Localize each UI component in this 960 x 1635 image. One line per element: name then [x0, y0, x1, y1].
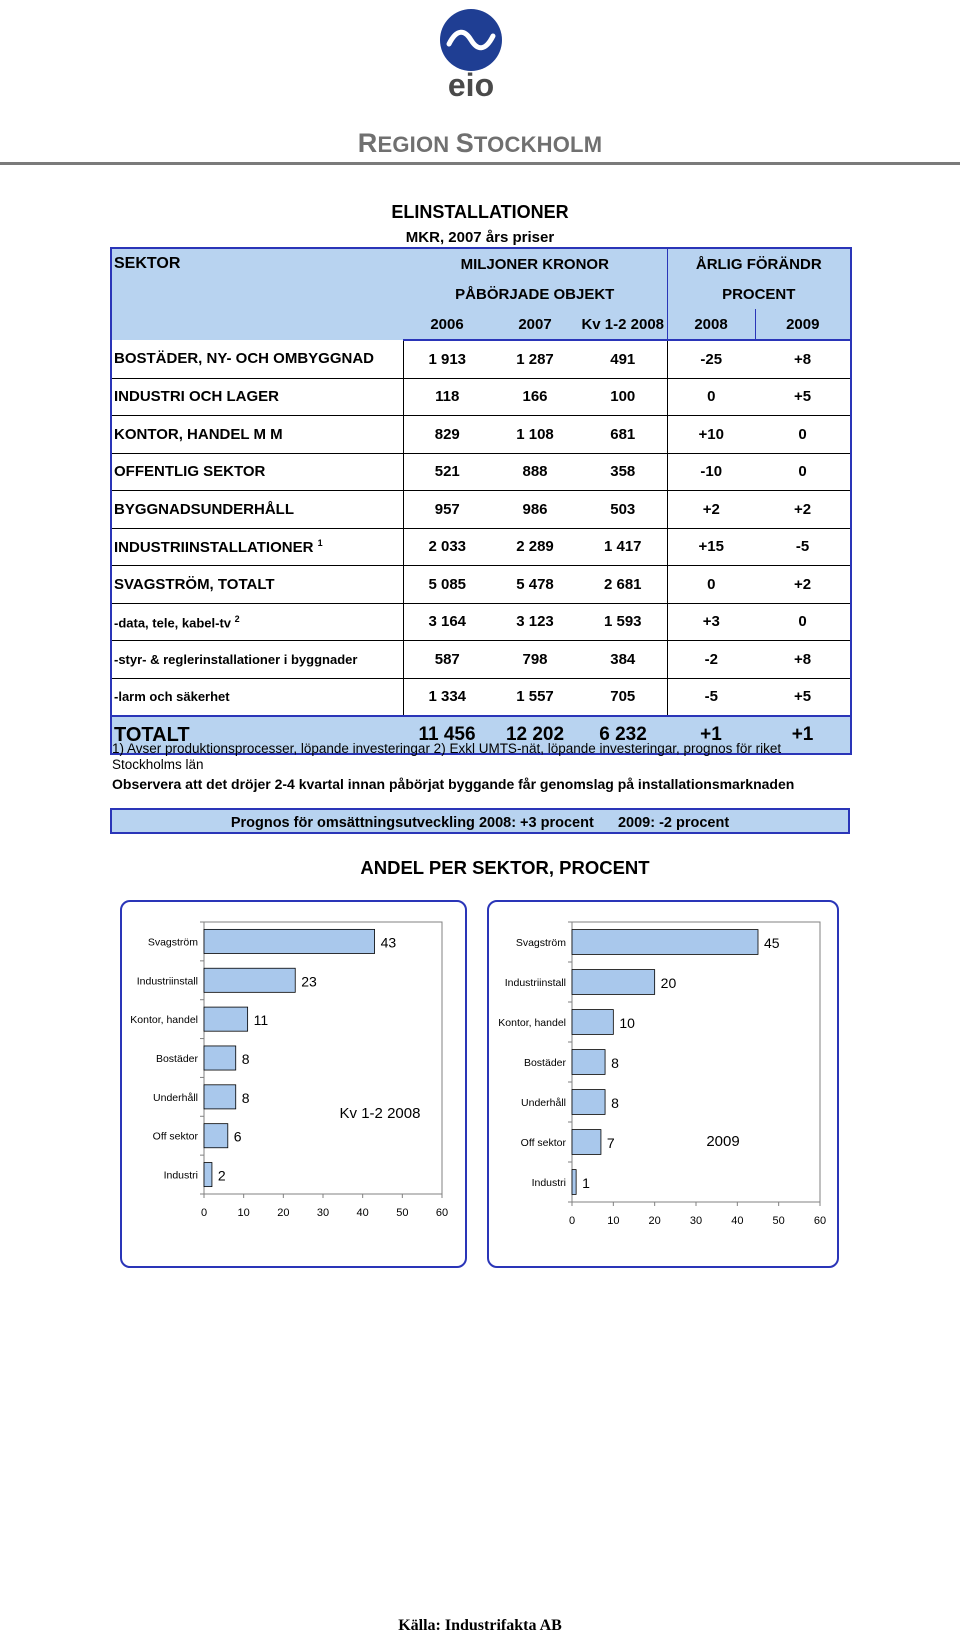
- row-value: +10: [667, 416, 755, 454]
- row-value: -10: [667, 453, 755, 491]
- elinstallationer-table: [110, 247, 850, 755]
- prognos-2009: 2009: -2 procent: [617, 815, 730, 831]
- header-group1: MILJONER KRONOR: [403, 248, 667, 279]
- bar: [204, 1046, 236, 1070]
- header-year: 2009: [755, 309, 851, 340]
- data-label: 8: [611, 1055, 619, 1071]
- x-tick-label: 60: [813, 1215, 827, 1227]
- header-group2-sub: PROCENT: [667, 279, 851, 309]
- bar: [572, 1010, 613, 1035]
- chart-kv12-2008: [120, 900, 467, 1268]
- data-label: 43: [380, 934, 397, 951]
- data-label: 23: [301, 973, 317, 990]
- table-row: [111, 378, 851, 416]
- row-value: 1 287: [491, 340, 579, 378]
- row-value: 705: [579, 678, 667, 716]
- row-value: +15: [667, 528, 755, 566]
- row-label: INDUSTRIINSTALLATIONER $^1$: [111, 528, 403, 566]
- category-label: Svagström: [515, 937, 566, 949]
- bar: [572, 930, 758, 955]
- data-label: 8: [611, 1095, 619, 1111]
- row-label: -data, tele, kabel-tv $^2$: [111, 603, 403, 641]
- x-tick-label: 10: [237, 1207, 250, 1219]
- chart-annotation: 2009: [706, 1133, 740, 1150]
- table-row: [111, 528, 851, 566]
- row-value: 2 681: [579, 566, 667, 604]
- data-label: 1: [582, 1175, 590, 1191]
- row-value: 503: [579, 491, 667, 529]
- row-value: 491: [579, 340, 667, 378]
- row-value: 100: [579, 378, 667, 416]
- category-label: Kontor, handel: [130, 1014, 198, 1027]
- category-label: Bostäder: [523, 1057, 566, 1069]
- category-label: Underhåll: [521, 1097, 566, 1109]
- category-label: Off sektor: [520, 1137, 566, 1149]
- row-value: 5 478: [491, 566, 579, 604]
- row-label: -larm och säkerhet: [111, 678, 403, 716]
- row-label: KONTOR, HANDEL M M: [111, 416, 403, 454]
- bar: [204, 1163, 212, 1187]
- page-title: ELINSTALLATIONER: [391, 202, 569, 222]
- bar: [204, 968, 295, 992]
- row-value: 0: [667, 378, 755, 416]
- x-tick-label: 20: [648, 1215, 661, 1227]
- table-row: [111, 566, 851, 604]
- table-row: [111, 491, 851, 529]
- row-value: 118: [403, 378, 491, 416]
- row-value: +2: [755, 491, 851, 529]
- row-label: BYGGNADSUNDERHÅLL: [111, 491, 403, 529]
- row-value: 521: [403, 453, 491, 491]
- category-label: Off sektor: [152, 1130, 198, 1143]
- x-tick-label: 40: [356, 1207, 369, 1219]
- data-label: 8: [241, 1089, 250, 1106]
- prognos-2008: Prognos för omsättningsutveckling 2008: +3 procent: [230, 815, 594, 831]
- row-value: +8: [755, 641, 851, 679]
- footnote: 1) Avser produktionsprocesser, löpande investeringar 2) Exkl UMTS-nät, löpande investeringar, prognos för riket Stockholms län: [112, 741, 782, 772]
- total-value: 6 232: [579, 716, 667, 754]
- row-value: 2 033: [403, 528, 491, 566]
- bar: [204, 929, 375, 953]
- row-value: -5: [667, 678, 755, 716]
- row-value: +2: [667, 491, 755, 529]
- row-value: +3: [667, 603, 755, 641]
- header-group1-sub: PÅBÖRJADE OBJEKT: [403, 279, 667, 309]
- data-label: 6: [233, 1128, 242, 1145]
- header-year: 2007: [491, 309, 579, 340]
- row-value: 681: [579, 416, 667, 454]
- bar: [204, 1007, 248, 1031]
- x-tick-label: 30: [689, 1215, 703, 1227]
- row-value: +5: [755, 378, 851, 416]
- row-value: 888: [491, 453, 579, 491]
- total-value: 12 202: [491, 716, 579, 754]
- row-value: -5: [755, 528, 851, 566]
- row-value: 358: [579, 453, 667, 491]
- row-value: 384: [579, 641, 667, 679]
- row-value: 0: [755, 453, 851, 491]
- region-heading: REGION STOCKHOLM: [357, 128, 603, 158]
- header-group2: ÅRLIG FÖRÄNDR: [667, 248, 851, 279]
- table-row: [111, 416, 851, 454]
- row-value: 0: [755, 603, 851, 641]
- header-sektor: SEKTOR: [111, 248, 403, 340]
- row-value: 798: [491, 641, 579, 679]
- category-label: Bostäder: [155, 1053, 198, 1065]
- data-label: 45: [764, 935, 780, 951]
- row-value: 166: [491, 378, 579, 416]
- category-label: Industriinstall: [136, 975, 198, 988]
- row-value: 829: [403, 416, 491, 454]
- data-label: 20: [660, 975, 677, 991]
- bar: [572, 970, 655, 995]
- total-value: +1: [755, 716, 851, 754]
- row-value: 3 123: [491, 603, 579, 641]
- x-tick-label: 40: [731, 1215, 744, 1227]
- row-value: 1 108: [491, 416, 579, 454]
- total-value: 11 456: [403, 716, 491, 754]
- header-year: 2006: [403, 309, 491, 340]
- eio-logo: [437, 8, 505, 98]
- header-divider: [0, 162, 960, 165]
- row-value: 3 164: [403, 603, 491, 641]
- andel-title: ANDEL PER SEKTOR, PROCENT: [360, 857, 650, 878]
- category-label: Svagström: [147, 936, 198, 949]
- bar: [572, 1090, 605, 1115]
- row-value: 1 593: [579, 603, 667, 641]
- data-label: 10: [619, 1015, 635, 1031]
- row-value: -2: [667, 641, 755, 679]
- table-row: [111, 603, 851, 641]
- row-value: 1 417: [579, 528, 667, 566]
- chart-svg: [122, 902, 464, 1265]
- row-value: 1 913: [403, 340, 491, 378]
- x-tick-label: 50: [396, 1207, 409, 1219]
- row-label: OFFENTLIG SEKTOR: [111, 453, 403, 491]
- category-label: Industriinstall: [504, 977, 566, 989]
- chart-annotation: Kv 1-2 2008: [339, 1105, 421, 1122]
- row-value: +5: [755, 678, 851, 716]
- row-value: 2 289: [491, 528, 579, 566]
- total-value: +1: [667, 716, 755, 754]
- bar: [204, 1085, 236, 1109]
- x-tick-label: 0: [200, 1207, 208, 1219]
- total-label: TOTALT: [111, 716, 403, 754]
- data-label: 11: [253, 1012, 269, 1029]
- row-value: 986: [491, 491, 579, 529]
- bar: [572, 1050, 605, 1075]
- row-value: 0: [667, 566, 755, 604]
- header-year: 2008: [667, 309, 755, 340]
- row-label: BOSTÄDER, NY- OCH OMBYGGNAD: [111, 340, 403, 378]
- x-tick-label: 60: [435, 1207, 449, 1219]
- x-tick-label: 20: [277, 1207, 290, 1219]
- chart-2009: [487, 900, 839, 1268]
- bar: [572, 1130, 601, 1155]
- bar: [572, 1170, 576, 1195]
- category-label: Industri: [531, 1177, 566, 1189]
- row-value: 1 334: [403, 678, 491, 716]
- x-tick-label: 50: [772, 1215, 785, 1227]
- chart-svg: [489, 902, 836, 1265]
- row-value: 1 557: [491, 678, 579, 716]
- plot-area: [572, 922, 820, 1202]
- logo-text: eio: [447, 67, 495, 98]
- data-label: 2: [217, 1167, 226, 1184]
- row-value: 5 085: [403, 566, 491, 604]
- row-label: -styr- & reglerinstallationer i byggnader: [111, 641, 403, 679]
- source-credit: Källa: Industrifakta AB: [398, 1617, 562, 1634]
- row-value: +2: [755, 566, 851, 604]
- data-label: 7: [606, 1135, 615, 1151]
- row-value: 587: [403, 641, 491, 679]
- x-tick-label: 30: [316, 1207, 330, 1219]
- page-subtitle: MKR, 2007 års priser: [405, 229, 555, 246]
- x-tick-label: 10: [607, 1215, 620, 1227]
- prognos-box: [110, 808, 850, 834]
- header-year: Kv 1-2 2008: [579, 309, 667, 340]
- data-label: 8: [241, 1051, 250, 1067]
- plot-area: [204, 922, 442, 1194]
- category-label: Kontor, handel: [498, 1017, 566, 1029]
- category-label: Underhåll: [153, 1091, 198, 1104]
- observera-note: Observera att det dröjer 2-4 kvartal innan påbörjat byggande får genomslag på installationsmarknaden: [112, 776, 795, 792]
- row-label: INDUSTRI OCH LAGER: [111, 378, 403, 416]
- bar: [204, 1124, 228, 1148]
- row-label: SVAGSTRÖM, TOTALT: [111, 566, 403, 604]
- table-row: [111, 641, 851, 679]
- x-tick-label: 0: [568, 1215, 576, 1227]
- table-row: [111, 453, 851, 491]
- table-row: [111, 678, 851, 716]
- row-value: 957: [403, 491, 491, 529]
- row-value: 0: [755, 416, 851, 454]
- row-value: +8: [755, 340, 851, 378]
- category-label: Industri: [163, 1169, 198, 1182]
- row-value: -25: [667, 340, 755, 378]
- table-row: [111, 340, 851, 378]
